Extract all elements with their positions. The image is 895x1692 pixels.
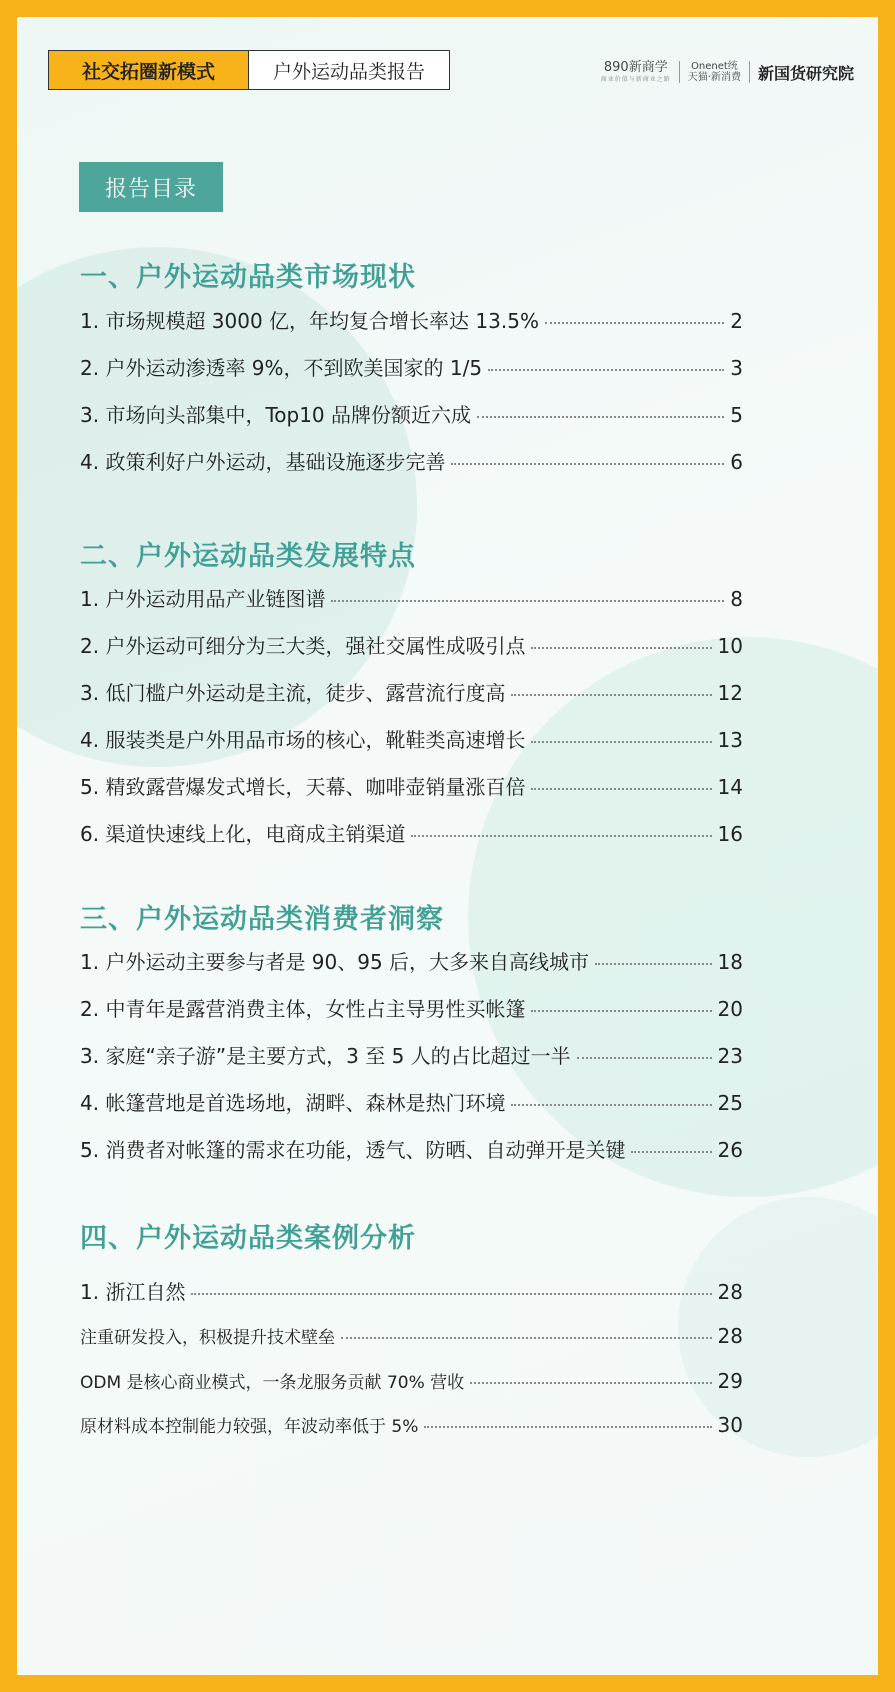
toc-entry-text: 6. 渠道快速线上化，电商成主销渠道: [80, 822, 406, 846]
toc-entry[interactable]: [80, 818, 743, 847]
toc-entry-page: 20: [717, 997, 743, 1021]
toc-entry[interactable]: [80, 630, 743, 659]
header-tag-primary: 社交拓圈新模式: [49, 51, 249, 89]
header-tag-secondary: 户外运动品类报告: [249, 51, 449, 89]
toc-entry-text: 1. 户外运动主要参与者是 90、95 后，大多来自高线城市: [80, 950, 590, 974]
toc-entry-page: 16: [717, 822, 743, 846]
toc-entry-page: 12: [717, 681, 743, 705]
toc-entry[interactable]: [80, 946, 743, 975]
toc-entry-page: 13: [717, 728, 743, 752]
section-title-1: 一、户外运动品类市场现状: [80, 262, 416, 293]
toc-subentry[interactable]: [80, 1323, 743, 1348]
dot-leader: [477, 416, 724, 418]
dot-leader: [511, 694, 711, 696]
dot-leader: [470, 1382, 711, 1384]
toc-entry-text: 1. 浙江自然: [80, 1280, 186, 1304]
toc-entry-page: 26: [717, 1138, 743, 1162]
dot-leader: [411, 835, 711, 837]
toc-entry[interactable]: [80, 677, 743, 706]
logo-890: [601, 61, 680, 83]
section-title-2: 二、户外运动品类发展特点: [80, 541, 416, 572]
dot-leader: [451, 463, 724, 465]
toc-entry-text: 注重研发投入，积极提升技术壁垒: [80, 1328, 335, 1348]
logo-tianmao-bottom: 天猫·新消费: [687, 72, 741, 83]
dot-leader: [331, 600, 724, 602]
toc-entry-page: 6: [730, 450, 743, 474]
header-tags: [48, 50, 450, 90]
toc-entry[interactable]: [80, 1040, 743, 1069]
toc-entry[interactable]: [80, 1134, 743, 1163]
toc-entry-text: 3. 市场向头部集中，Top10 品牌份额近六成: [80, 403, 471, 427]
toc-entry-text: ODM 是核心商业模式，一条龙服务贡献 70% 营收: [80, 1373, 465, 1393]
toc-entry-page: 28: [717, 1324, 743, 1348]
toc-entry[interactable]: [80, 399, 743, 428]
toc-entry-page: 25: [717, 1091, 743, 1115]
toc-entry-page: 23: [717, 1044, 743, 1068]
dot-leader: [577, 1057, 712, 1059]
section-title-4: 四、户外运动品类案例分析: [80, 1223, 416, 1254]
toc-entry-page: 28: [717, 1280, 743, 1304]
dot-leader: [531, 741, 711, 743]
dot-leader: [631, 1151, 711, 1153]
toc-entry-page: 14: [717, 775, 743, 799]
dot-leader: [531, 647, 711, 649]
toc-entry[interactable]: [80, 305, 743, 334]
toc-entry-text: 1. 户外运动用品产业链图谱: [80, 587, 326, 611]
dot-leader: [545, 322, 724, 324]
logo-tianmao: [680, 61, 750, 83]
toc-entry-text: 4. 帐篷营地是首选场地，湖畔、森林是热门环境: [80, 1091, 506, 1115]
toc-entry-text: 3. 家庭“亲子游”是主要方式，3 至 5 人的占比超过一半: [80, 1044, 571, 1068]
toc-entry-page: 3: [730, 356, 743, 380]
toc-entry[interactable]: [80, 993, 743, 1022]
toc-entry-text: 5. 消费者对帐篷的需求在功能，透气、防晒、自动弹开是关键: [80, 1138, 626, 1162]
toc-entry-page: 30: [717, 1413, 743, 1437]
toc-entry-text: 原材料成本控制能力较强，年波动率低于 5%: [80, 1417, 419, 1437]
logo-tianmao-top: Onenet统: [691, 61, 738, 72]
toc-entry-page: 5: [730, 403, 743, 427]
toc-entry-text: 2. 中青年是露营消费主体，女性占主导男性买帐篷: [80, 997, 526, 1021]
toc-subentry[interactable]: [80, 1368, 743, 1393]
dot-leader: [424, 1426, 711, 1428]
logo-890-subtext: 商业价值与新商业之路: [600, 76, 671, 83]
toc-entry-text: 1. 市场规模超 3000 亿，年均复合增长率达 13.5%: [80, 309, 539, 333]
toc-entry-page: 2: [730, 309, 743, 333]
dot-leader: [341, 1337, 712, 1339]
logo-institute: 新国货研究院: [757, 63, 854, 83]
toc-entry-page: 29: [717, 1369, 743, 1393]
toc-title: 报告目录: [79, 162, 223, 212]
toc-entry-page: 8: [730, 587, 743, 611]
toc-entry-text: 3. 低门槛户外运动是主流，徒步、露营流行度高: [80, 681, 506, 705]
dot-leader: [531, 1010, 711, 1012]
dot-leader: [595, 963, 711, 965]
toc-entry-page: 10: [717, 634, 743, 658]
report-page: [17, 17, 878, 1675]
toc-entry[interactable]: [80, 583, 743, 612]
toc-entry[interactable]: [80, 771, 743, 800]
dot-leader: [531, 788, 711, 790]
toc-entry[interactable]: [80, 1276, 743, 1305]
toc-entry-text: 2. 户外运动渗透率 9%，不到欧美国家的 1/5: [80, 356, 483, 380]
toc-entry[interactable]: [80, 352, 743, 381]
logo-890-text: 890新商学: [603, 60, 668, 75]
toc-entry[interactable]: [80, 1087, 743, 1116]
toc-entry[interactable]: [80, 724, 743, 753]
header-logos: [601, 57, 854, 87]
toc-entry-text: 4. 政策利好户外运动，基础设施逐步完善: [80, 450, 446, 474]
toc-entry-text: 2. 户外运动可细分为三大类，强社交属性成吸引点: [80, 634, 526, 658]
dot-leader: [191, 1293, 711, 1295]
toc-entry-page: 18: [717, 950, 743, 974]
dot-leader: [488, 369, 724, 371]
toc-entry-text: 5. 精致露营爆发式增长，天幕、咖啡壶销量涨百倍: [80, 775, 526, 799]
toc-entry[interactable]: [80, 446, 743, 475]
toc-subentry[interactable]: [80, 1412, 743, 1437]
dot-leader: [511, 1104, 711, 1106]
toc-entry-text: 4. 服装类是户外用品市场的核心，靴鞋类高速增长: [80, 728, 526, 752]
section-title-3: 三、户外运动品类消费者洞察: [80, 904, 444, 935]
